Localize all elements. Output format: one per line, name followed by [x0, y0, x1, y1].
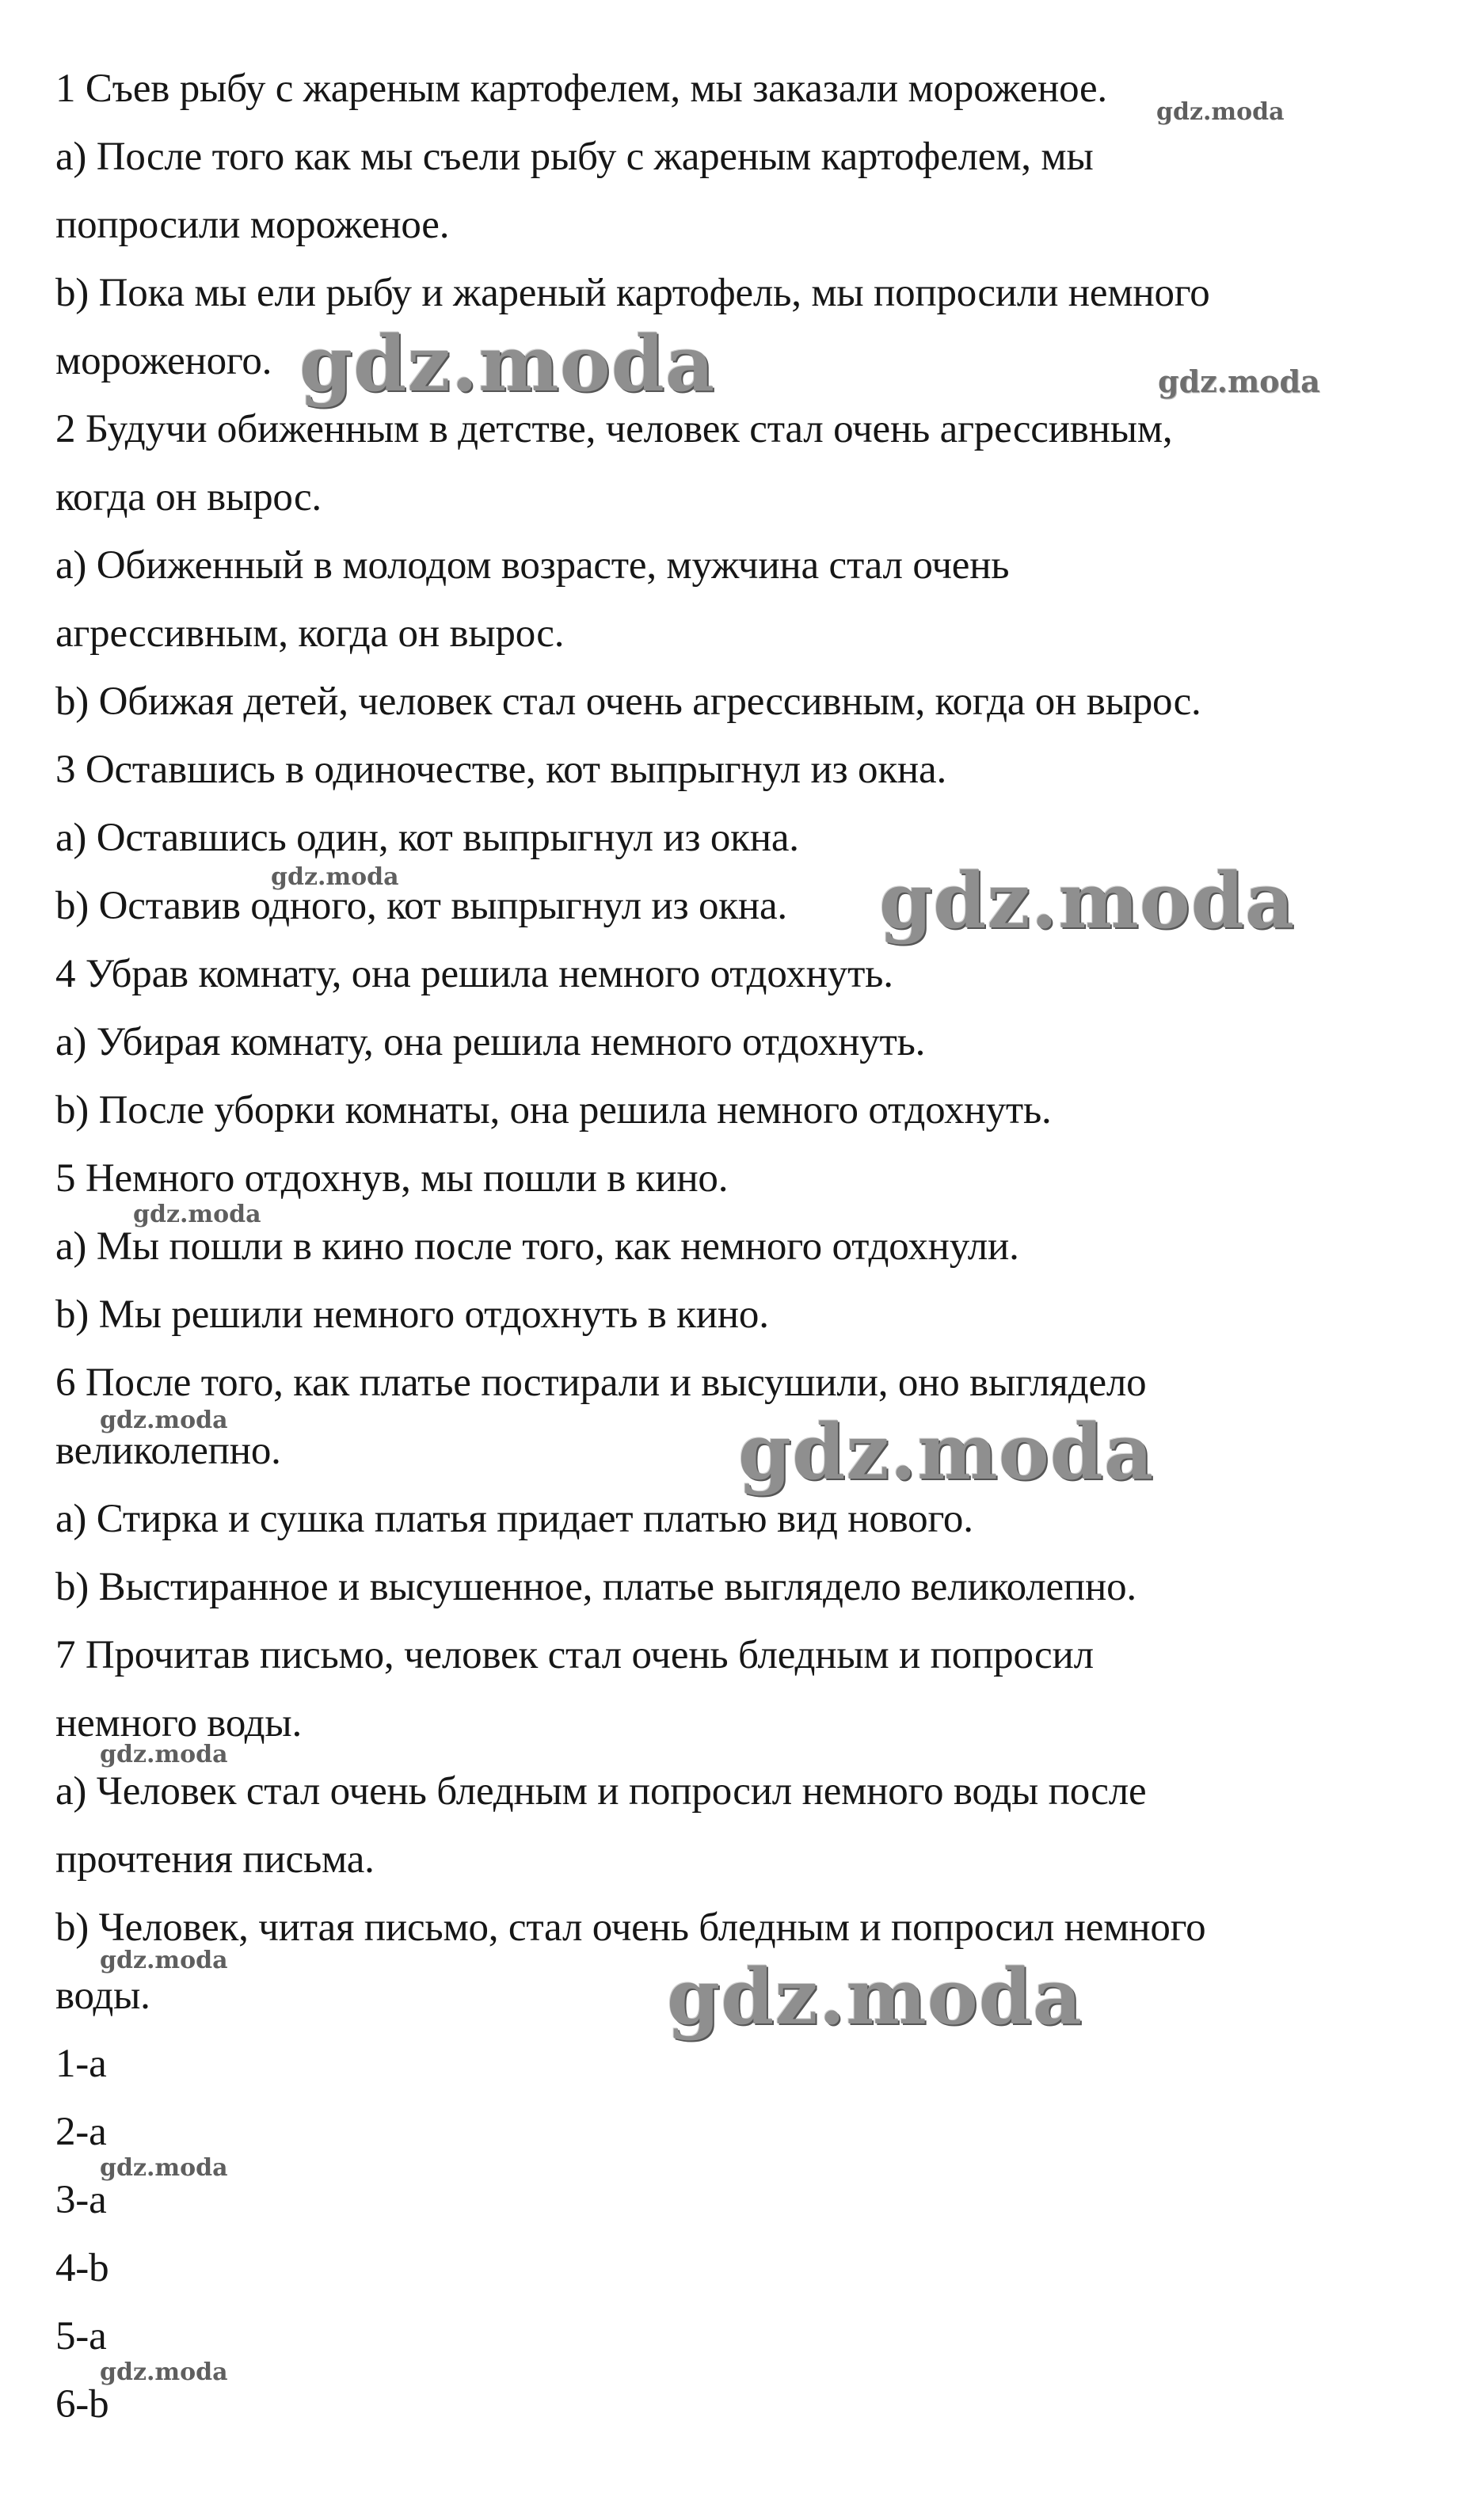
watermark: gdz.moda	[299, 319, 716, 409]
text-line: b) Мы решили немного отдохнуть в кино.	[55, 1292, 769, 1337]
watermark: gdz.moda	[738, 1407, 1155, 1497]
watermark: gdz.moda	[879, 856, 1296, 946]
text-line: 2 Будучи обиженным в детстве, человек стал очень агрессивным,	[55, 407, 1173, 451]
answer-line: 5-a	[55, 2314, 107, 2358]
watermark: gdz.moda	[1156, 98, 1285, 126]
watermark: gdz.moda	[667, 1952, 1083, 2042]
watermark: gdz.moda	[133, 1201, 261, 1228]
watermark: gdz.moda	[271, 863, 399, 891]
text-line: 7 Прочитав письмо, человек стал очень бледным и попросил	[55, 1633, 1094, 1677]
text-line: b) Пока мы ели рыбу и жареный картофель, мы попросили немного	[55, 271, 1210, 315]
answer-line: 6-b	[55, 2382, 109, 2427]
text-line: немного воды.	[55, 1701, 303, 1745]
text-line: b) Выстиранное и высушенное, платье выглядело великолепно.	[55, 1565, 1136, 1609]
text-line: b) Обижая детей, человек стал очень агрессивным, когда он вырос.	[55, 679, 1201, 724]
text-line: 1 Съев рыбу с жареным картофелем, мы заказали мороженое.	[55, 67, 1107, 111]
text-line: 6 После того, как платье постирали и высушили, оно выглядело	[55, 1361, 1147, 1405]
text-line: воды.	[55, 1974, 150, 2018]
text-line: a) Оставшись один, кот выпрыгнул из окна.	[55, 816, 799, 860]
watermark: gdz.moda	[100, 1947, 228, 1974]
watermark: gdz.moda	[100, 1407, 228, 1434]
text-line: a) Убирая комнату, она решила немного отдохнуть.	[55, 1020, 926, 1064]
text-line: b) Оставив одного, кот выпрыгнул из окна.	[55, 884, 787, 928]
text-line: когда он вырос.	[55, 475, 322, 520]
watermark: gdz.moda	[100, 2154, 228, 2182]
text-line: попросили мороженое.	[55, 203, 450, 247]
watermark: gdz.moda	[100, 2358, 228, 2386]
answer-line: 3-a	[55, 2178, 107, 2222]
text-line: 4 Убрав комнату, она решила немного отдохнуть.	[55, 952, 893, 996]
text-line: а) Обиженный в молодом возрасте, мужчина стал очень	[55, 543, 1010, 588]
text-line: 3 Оставшись в одиночестве, кот выпрыгнул из окна.	[55, 748, 946, 792]
text-line: a) Мы пошли в кино после того, как немного отдохнули.	[55, 1224, 1019, 1269]
text-line: 5 Немного отдохнув, мы пошли в кино.	[55, 1156, 729, 1201]
text-line: b) Человек, читая письмо, стал очень бледным и попросил немного	[55, 1905, 1206, 1950]
answer-line: 4-b	[55, 2246, 109, 2290]
text-line: агрессивным, когда он вырос.	[55, 611, 565, 656]
text-line: a) После того как мы съели рыбу с жареным картофелем, мы	[55, 135, 1094, 179]
text-line: а) Человек стал очень бледным и попросил немного воды после	[55, 1769, 1147, 1814]
text-line: великолепно.	[55, 1429, 281, 1473]
watermark: gdz.moda	[1158, 364, 1320, 399]
text-line: a) Стирка и сушка платья придает платью вид нового.	[55, 1497, 973, 1541]
watermark: gdz.moda	[100, 1741, 228, 1768]
text-line: b) После уборки комнаты, она решила немного отдохнуть.	[55, 1088, 1052, 1132]
answer-line: 2-a	[55, 2110, 107, 2154]
text-line: прочтения письма.	[55, 1837, 375, 1882]
text-line: мороженого.	[55, 339, 272, 383]
answer-line: 1-a	[55, 2042, 107, 2086]
